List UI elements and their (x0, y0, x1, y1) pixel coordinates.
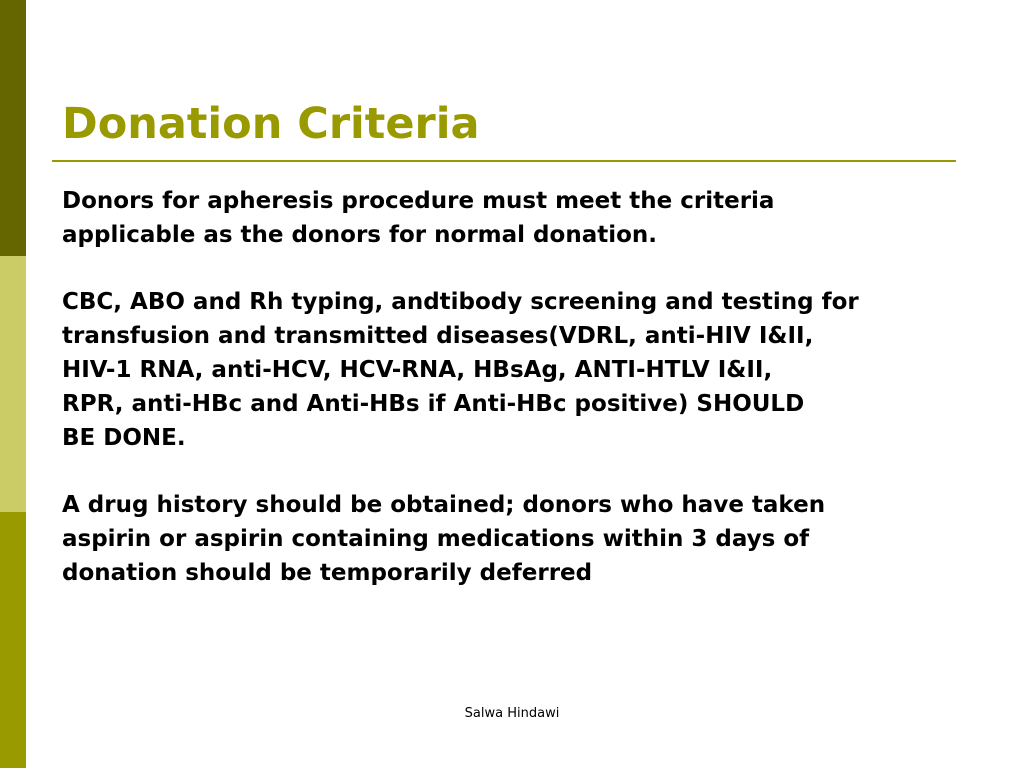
slide-title: Donation Criteria (62, 99, 480, 149)
sidebar-block-bottom (0, 512, 26, 768)
paragraph-drug-history: A drug history should be obtained; donors who have taken aspirin or aspirin containing medications within 3 days of donation should be temporarily deferred (62, 492, 826, 586)
sidebar-block-middle (0, 256, 26, 512)
paragraph-screening-tests: CBC, ABO and Rh typing, andtibody screening and testing for transfusion and transmitted diseases(VDRL, anti-HIV I&II, HIV-1 RNA, anti-HCV, HCV-RNA, HBsAg, ANTI-HTLV I&II, RPR, anti-HBc and Anti-HBs if Anti-HBc positive) SHOULD BE DONE. (62, 289, 859, 451)
title-underline-rule (52, 160, 956, 162)
sidebar-block-top (0, 0, 26, 256)
slide-body (62, 184, 962, 623)
paragraph-apheresis-criteria: Donors for apheresis procedure must meet the criteria applicable as the donors for normal donation. (62, 188, 775, 248)
footer-author: Salwa Hindawi (464, 706, 560, 721)
